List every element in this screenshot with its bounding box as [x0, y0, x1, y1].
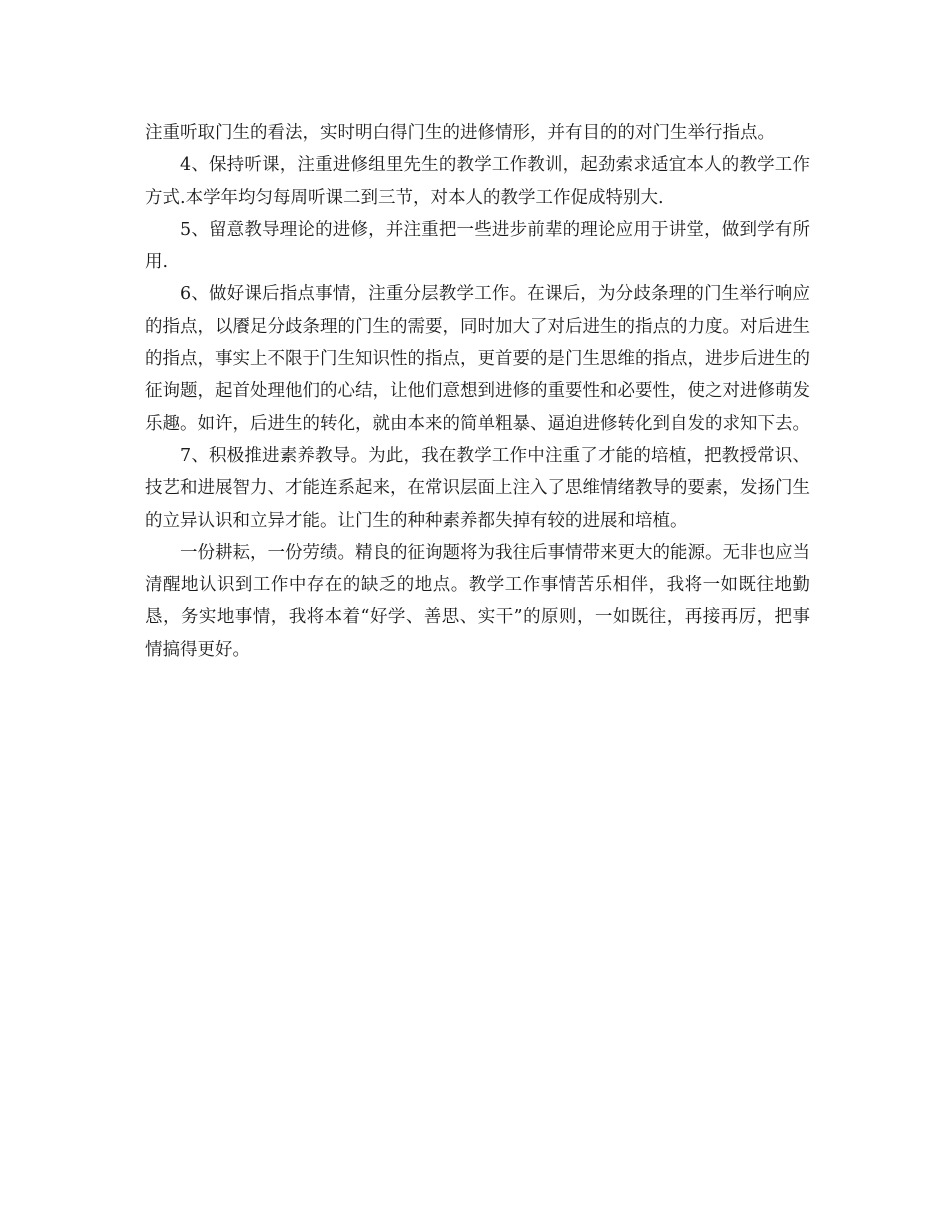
paragraph-5: 7、积极推进素养教导。为此，我在教学工作中注重了才能的培植，把教授常识、技艺和进展智力、才能连系起来，在常识层面上注入了思维情绪教导的要素，发扬门生的立异认识和立异才能。让门生的种种素养都失掉有较的进展和培植。: [145, 445, 810, 531]
paragraph-1: 注重听取门生的看法，实时明白得门生的进修情形，并有目的的对门生举行指点。: [145, 123, 775, 143]
paragraph-4: 6、做好课后指点事情，注重分层教学工作。在课后，为分歧条理的门生举行响应的指点，以餍足分歧条理的门生的需要，同时加大了对后进生的指点的力度。对后进生的指点，事实上不限于门生知识性的指点，更首要的是门生思维的指点，进步后进生的征询题，起首处理他们的心结，让他们意想到进修的重要性和必要性，使之对进修萌发乐趣。如许，后进生的转化，就由本来的简单粗暴、逼迫进修转化到自发的求知下去。: [145, 284, 810, 434]
paragraph-3: 5、留意教导理论的进修，并注重把一些进步前辈的理论应用于讲堂，做到学有所用.: [145, 219, 810, 273]
document-body: [145, 117, 810, 666]
paragraph-2: 4、保持听课，注重进修组里先生的教学工作教训，起劲索求适宜本人的教学工作方式.本学年均匀每周听课二到三节，对本人的教学工作促成特别大.: [145, 155, 810, 208]
paragraph-6: 一份耕耘，一份劳绩。精良的征询题将为我往后事情带来更大的能源。无非也应当清醒地认识到工作中存在的缺乏的地点。教学工作事情苦乐相伴，我将一如既往地勤恳，务实地事情，我将本着“好学、善思、实干”的原则，一如既往，再接再厉，把事情搞得更好。: [145, 542, 810, 660]
